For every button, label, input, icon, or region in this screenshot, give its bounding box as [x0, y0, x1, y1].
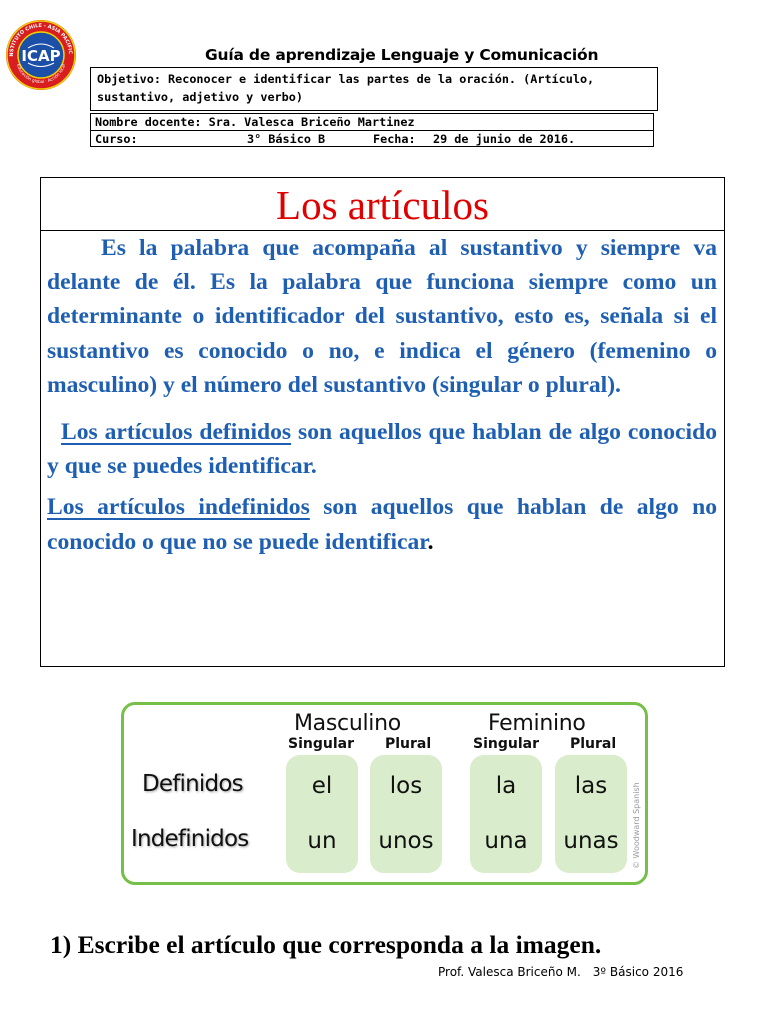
exercise-instruction: 1) Escribe el artículo que corresponda a la imagen.: [50, 930, 602, 959]
article-la: la: [495, 773, 517, 799]
objective-text: Objetivo: Reconocer e identificar las partes de la oración. (Artículo, sustantivo, adjetivo y verbo): [97, 72, 595, 104]
objective-box: [90, 67, 658, 111]
fem-plural-header: Plural: [570, 736, 617, 752]
logo-motto: Educación global · Acción local: [15, 63, 67, 85]
articles-title: Los artículos: [276, 182, 489, 228]
image-credit: [629, 771, 643, 871]
masc-singular-header: Singular: [288, 736, 354, 752]
definite-paragraph: [47, 415, 717, 483]
indefinite-term: Los artículos indefinidos: [47, 494, 310, 521]
article-los: los: [389, 773, 423, 799]
masc-plural-header: Plural: [385, 736, 432, 752]
date-label: Fecha:: [373, 132, 416, 146]
course-label: Curso:: [95, 132, 138, 146]
fem-singular-header: Singular: [473, 736, 539, 752]
indefinite-text: son aquellos que hablan de algo no conocido o que no se puede identificar: [47, 494, 717, 555]
definite-term: Los artículos definidos: [61, 419, 292, 446]
course-row: [91, 130, 653, 147]
feminine-header: Feminino: [488, 711, 586, 736]
guide-title: Guía de aprendizaje Lenguaje y Comunicación: [205, 46, 599, 64]
logo-ring-text: NSTITUTO CHILE - ASIA PACIFIC: [8, 22, 74, 57]
course-value: 3° Básico B: [247, 132, 326, 146]
article-un: un: [307, 828, 337, 854]
article-una: una: [484, 828, 528, 854]
teacher-text: Nombre docente: Sra. Valesca Briceño Martinez: [95, 115, 415, 129]
definite-row-label: Definidos: [142, 771, 243, 797]
footer: [438, 965, 683, 979]
article-las: las: [574, 773, 608, 799]
footer-author: Prof. Valesca Briceño M.: [438, 965, 581, 979]
article-unas: unas: [563, 828, 619, 854]
date-value: 29 de junio de 2016.: [433, 132, 576, 146]
logo-text: ICAP: [21, 47, 61, 65]
article-el: el: [311, 773, 333, 799]
school-logo: [4, 18, 78, 92]
articles-table: [121, 702, 648, 885]
articles-box: [40, 177, 725, 667]
footer-course: 3º Básico 2016: [592, 965, 684, 979]
indefinite-paragraph: [47, 490, 717, 558]
definition-paragraph: Es la palabra que acompaña al sustantivo y siempre va delante de él. Es la palabra que funciona siempre como un determinante o identificador del sustantivo, esto es, señala si el sustantivo es conocido o no, e indica el género (femenino o masculino) y el número del sustantivo (singular o plural).: [47, 235, 717, 398]
image-credit-text: © Woodward Spanish: [632, 782, 641, 869]
indefinite-period: .: [427, 528, 434, 555]
masculine-header: Masculino: [294, 711, 401, 736]
definite-text: son aquellos que hablan de algo conocido y que se puedes identificar.: [47, 419, 717, 480]
articles-body: [41, 231, 724, 559]
teacher-row: [91, 114, 653, 130]
articles-title-row: [41, 178, 724, 231]
article-unos: unos: [378, 828, 434, 854]
info-box: [90, 113, 654, 147]
indefinite-row-label: Indefinidos: [131, 826, 249, 852]
